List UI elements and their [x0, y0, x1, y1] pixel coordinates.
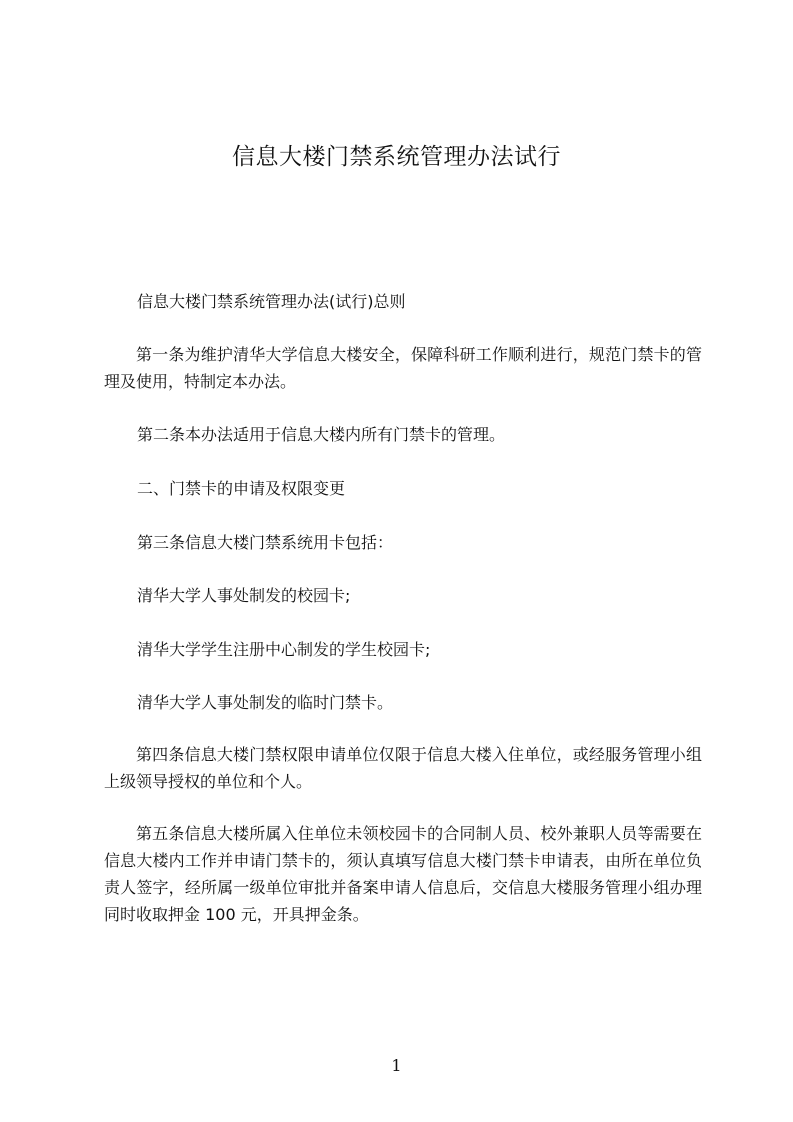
paragraph-article-4: 第四条信息大楼门禁权限申请单位仅限于信息大楼入住单位，或经服务管理小组上级领导授权的单位和个人。	[104, 745, 702, 791]
paragraph-article-5: 第五条信息大楼所属入住单位未领校园卡的合同制人员、校外兼职人员等需要在信息大楼内工作并申请门禁卡的，须认真填写信息大楼门禁卡申请表，由所在单位负责人签字，经所属一级单位审批并备案申请人信息后，交信息大楼服务管理小组办理同时收取押金 100 元，开具押金条。	[104, 824, 702, 924]
list-item-student-card: 清华大学学生注册中心制发的学生校园卡;	[137, 640, 431, 659]
page-number: 1	[391, 1056, 402, 1075]
document-title: 信息大楼门禁系统管理办法试行	[232, 144, 561, 170]
list-item-campus-card: 清华大学人事处制发的校园卡;	[137, 586, 351, 605]
section-heading-card-application: 二、门禁卡的申请及权限变更	[137, 479, 346, 498]
paragraph-general-provisions: 信息大楼门禁系统管理办法(试行)总则	[137, 292, 406, 311]
paragraph-article-3: 第三条信息大楼门禁系统用卡包括：	[137, 533, 394, 552]
paragraph-article-2: 第二条本办法适用于信息大楼内所有门禁卡的管理。	[137, 425, 506, 444]
list-item-temporary-card: 清华大学人事处制发的临时门禁卡。	[137, 693, 394, 712]
paragraph-article-1: 第一条为维护清华大学信息大楼安全，保障科研工作顺利进行，规范门禁卡的管理及使用，特制定本办法。	[104, 345, 702, 391]
